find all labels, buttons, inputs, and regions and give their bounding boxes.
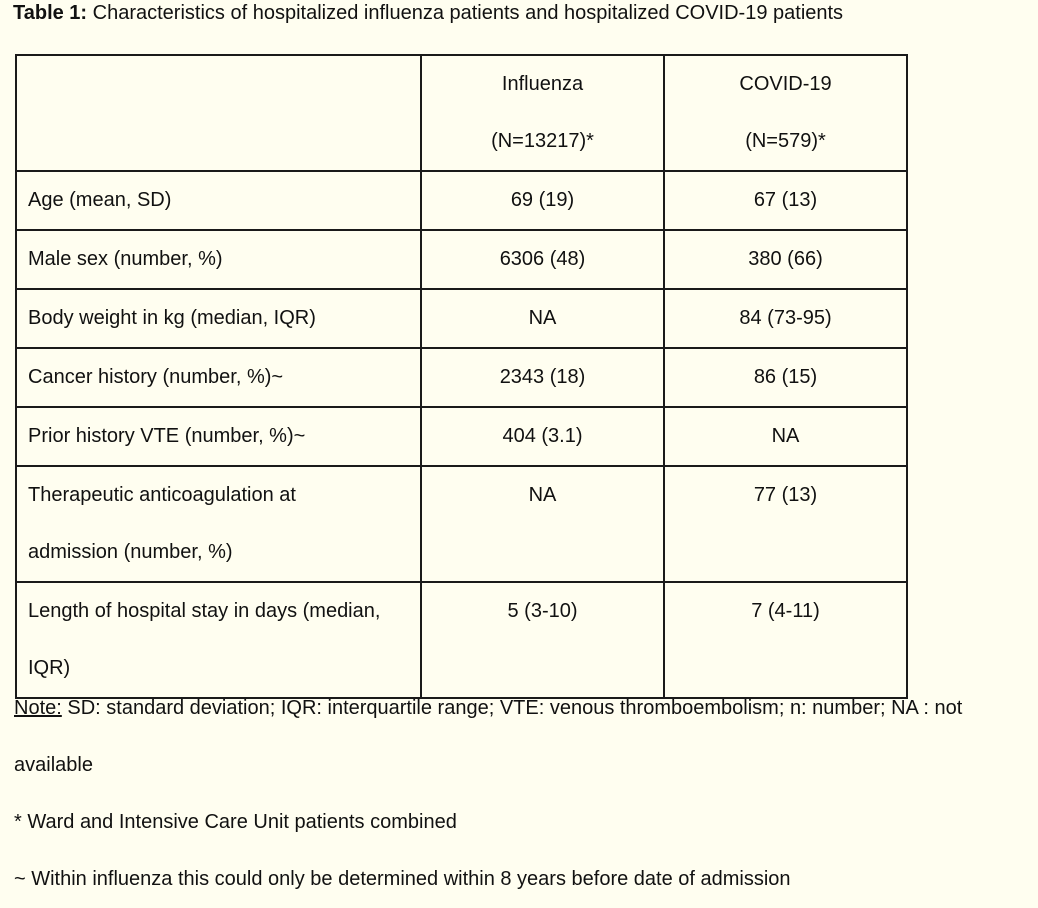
table-row	[16, 466, 907, 582]
influenza-value: NA	[421, 466, 664, 582]
caption-label: Table 1:	[13, 2, 88, 24]
row-label: Age (mean, SD)	[16, 171, 421, 230]
row-label: Body weight in kg (median, IQR)	[16, 289, 421, 348]
table-row	[16, 171, 907, 230]
characteristics-table	[15, 54, 908, 699]
header-covid-n: (N=579)*	[745, 130, 826, 152]
row-label: Cancer history (number, %)~	[16, 348, 421, 407]
influenza-value: 69 (19)	[421, 171, 664, 230]
table-row	[16, 348, 907, 407]
covid-value: 86 (15)	[664, 348, 907, 407]
influenza-value: 5 (3-10)	[421, 582, 664, 698]
note-label: Note:	[14, 697, 62, 719]
covid-value: 7 (4-11)	[664, 582, 907, 698]
table-header-row	[16, 55, 907, 171]
caption-text: Characteristics of hospitalized influenza patients and hospitalized COVID-19 patients	[87, 2, 844, 24]
header-influenza-cell	[421, 55, 664, 171]
covid-value: 380 (66)	[664, 230, 907, 289]
covid-value: 77 (13)	[664, 466, 907, 582]
row-label: Prior history VTE (number, %)~	[16, 407, 421, 466]
covid-value: NA	[664, 407, 907, 466]
footnote-tilde: ~ Within influenza this could only be determined within 8 years before date of admission	[14, 868, 791, 890]
note-text: SD: standard deviation; IQR: interquartile range; VTE: venous thromboembolism; n: number; NA : not available	[14, 697, 963, 776]
influenza-value: 6306 (48)	[421, 230, 664, 289]
row-label: Male sex (number, %)	[16, 230, 421, 289]
influenza-value: 404 (3.1)	[421, 407, 664, 466]
table-row	[16, 289, 907, 348]
header-covid-name: COVID-19	[739, 73, 832, 95]
header-empty-cell	[16, 55, 421, 171]
table-caption	[13, 2, 843, 25]
header-covid-cell	[664, 55, 907, 171]
table-row	[16, 407, 907, 466]
footnote-star: * Ward and Intensive Care Unit patients combined	[14, 811, 457, 833]
covid-value: 67 (13)	[664, 171, 907, 230]
row-label: Length of hospital stay in days (median, IQR)	[16, 582, 421, 698]
abbreviation-note	[14, 680, 1034, 794]
covid-value: 84 (73-95)	[664, 289, 907, 348]
influenza-value: NA	[421, 289, 664, 348]
table-notes	[14, 680, 1034, 908]
header-influenza-name: Influenza	[501, 73, 584, 95]
header-influenza-n: (N=13217)*	[491, 130, 594, 152]
table-row	[16, 230, 907, 289]
row-label: Therapeutic anticoagulation at admission (number, %)	[16, 466, 421, 582]
influenza-value: 2343 (18)	[421, 348, 664, 407]
